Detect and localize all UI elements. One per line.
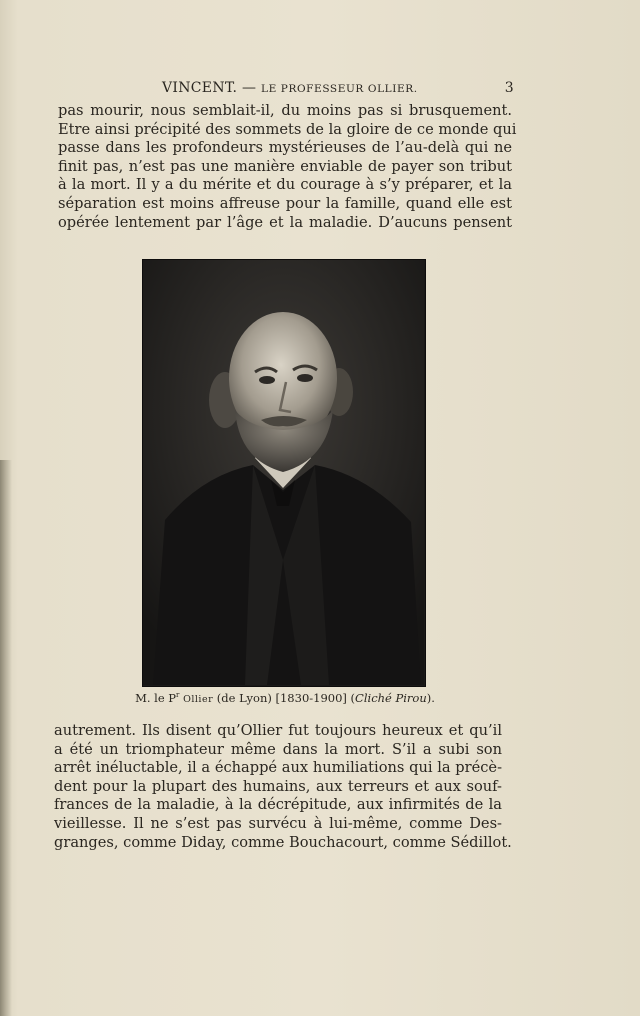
caption-credit: Cliché Pirou [355,691,427,705]
portrait-image [143,260,424,685]
caption-end: ). [426,691,435,705]
text-line: vieillesse. Il ne s’est pas survécu à lui-même, comme Des- [54,814,502,832]
figure-caption [125,691,445,705]
header-author: VINCENT. — [162,80,262,96]
text-line: à la mort. Il y a du mérite et du courage à s’y préparer, et la [58,176,512,194]
caption-details: (de Lyon) [1830-1900] ( [213,691,356,705]
text-line: finit pas, n’est pas une manière enviable de payer son tribut [58,157,512,175]
text-line: Etre ainsi précipité des sommets de la gloire de ce monde qui [58,120,517,138]
page-spine-shadow [0,460,12,1016]
text-line: autrement. Ils disent qu’Ollier fut toujours heureux et qu’il [54,722,502,739]
text-line: granges, comme Diday, comme Bouchacourt, comme Sédillot. [54,833,512,851]
header-title: LE PROFESSEUR OLLIER. [261,83,418,95]
text-line: a été un triomphateur même dans la mort. S’il a subi son [54,740,502,758]
caption-prefix: M. le P [135,691,177,705]
text-line: passe dans les profondeurs mystérieuses de l’au-delà qui ne [58,139,512,157]
paragraph-top [58,102,517,232]
page-number: 3 [504,80,514,96]
text-line: frances de la maladie, à la décrépitude, aux infirmités de la [54,796,502,814]
text-line: arrêt inéluctable, il a échappé aux humiliations qui la précè- [54,759,502,777]
caption-name: Ollier [183,694,214,705]
text-line: opérée lentement par l’âge et la maladie. D’aucuns pensent [58,213,512,231]
caption-superscript: r [176,691,180,700]
portrait-photograph [142,259,426,687]
running-title [162,80,418,96]
text-line: pas mourir, nous semblait-il, du moins pas si brusquement. [58,102,512,119]
paragraph-bottom [54,722,512,852]
text-line: séparation est moins affreuse pour la famille, quand elle est [58,194,512,212]
text-line: dent pour la plupart des humains, aux terreurs et aux souf- [54,777,502,795]
running-header [162,80,514,100]
